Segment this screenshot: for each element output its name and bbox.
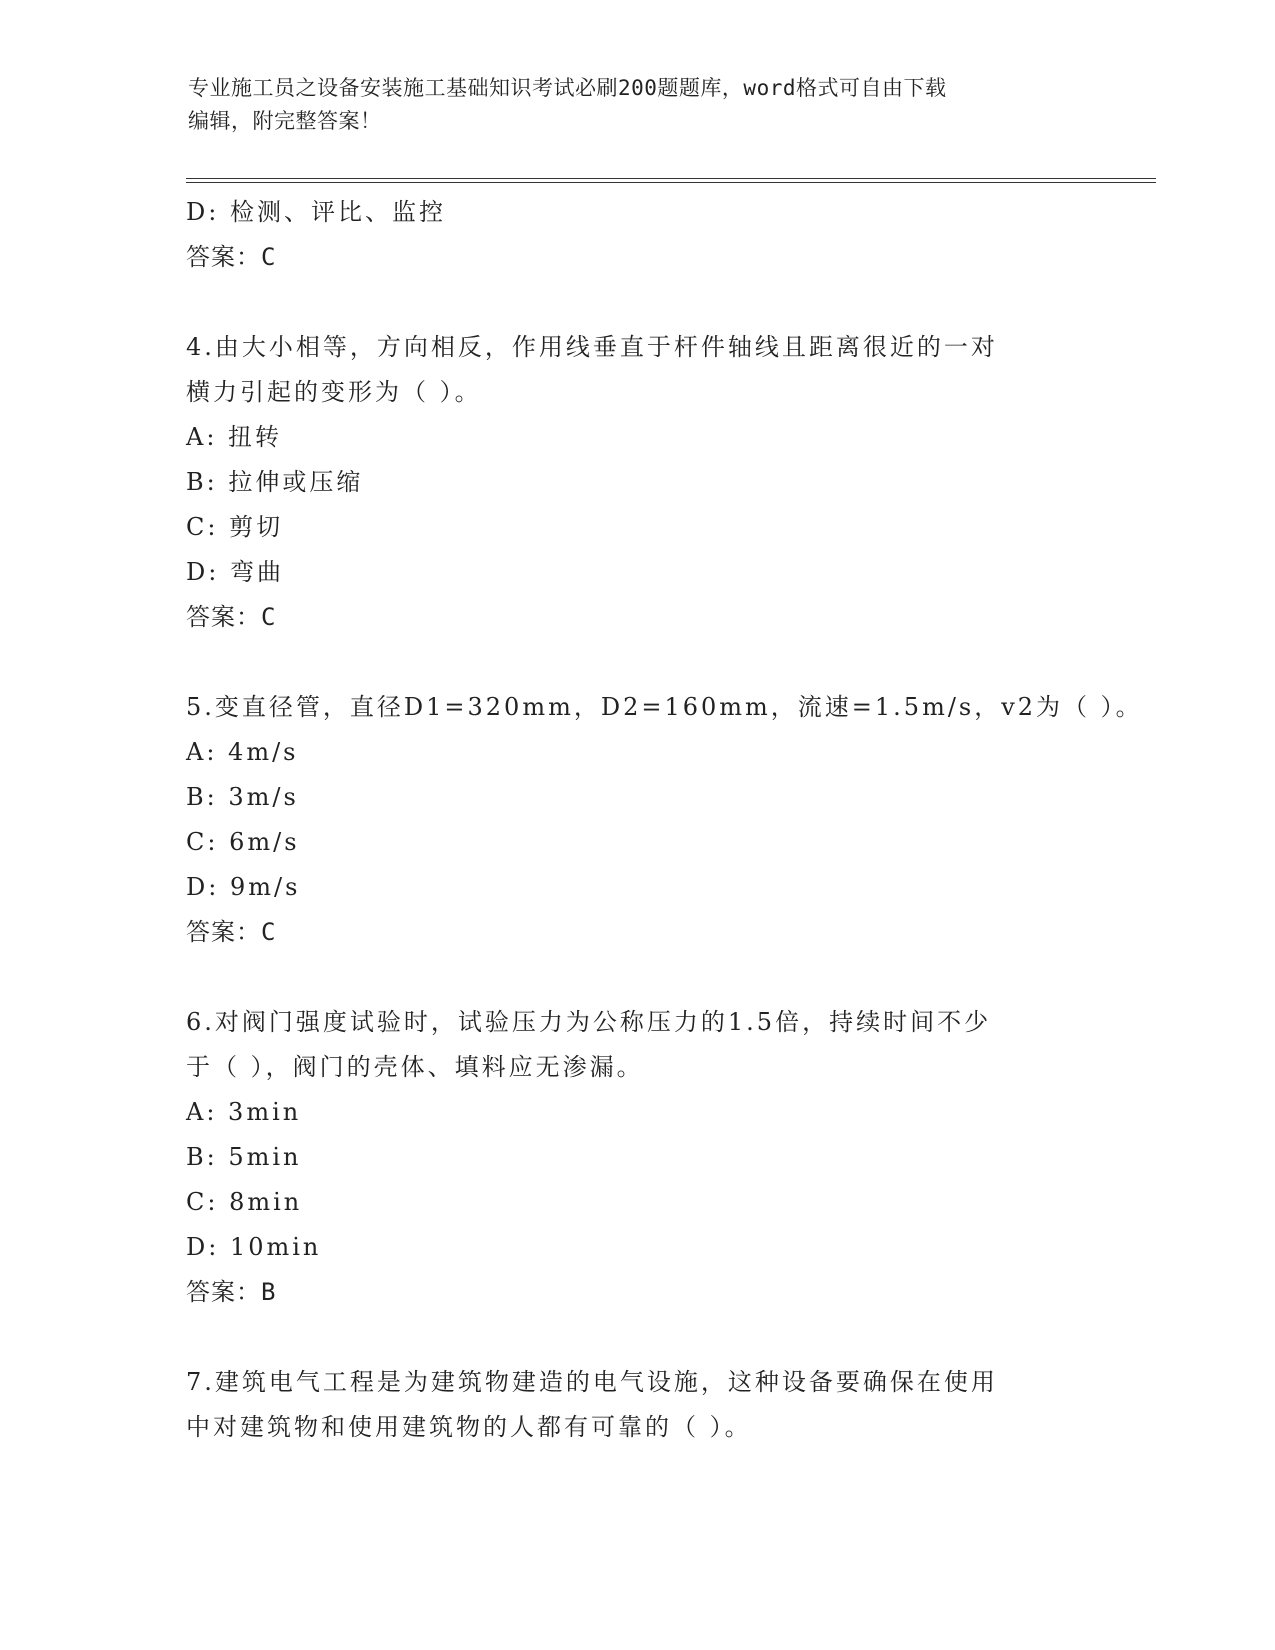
answer-value: C <box>261 918 277 946</box>
question-block <box>186 325 1086 640</box>
option-b: B: 5min <box>186 1143 302 1171</box>
question-block <box>186 1360 1086 1450</box>
option-a: A: 扭转 <box>186 423 283 451</box>
question-block <box>186 685 1143 955</box>
question-list <box>186 190 1143 1450</box>
answer-label: 答案： <box>186 918 261 946</box>
option-d: D: 9m/s <box>186 873 301 901</box>
answer-label: 答案： <box>186 243 261 271</box>
option-a: A: 4m/s <box>186 738 299 766</box>
question-stem: 中对建筑物和使用建筑物的人都有可靠的（ ）。 <box>186 1413 752 1441</box>
question-stem: 横力引起的变形为（ ）。 <box>186 378 482 406</box>
header-line-2: 编辑，附完整答案！ <box>188 109 382 133</box>
header-divider <box>186 178 1156 183</box>
option-d: D: 检测、评比、监控 <box>186 198 446 226</box>
question-stem: 7.建筑电气工程是为建筑物建造的电气设施，这种设备要确保在使用 <box>186 1368 998 1396</box>
question-stem: 5.变直径管，直径D1=320mm，D2=160mm，流速=1.5m/s，v2为（ ）。 <box>186 693 1143 721</box>
question-stem: 于（ ），阀门的壳体、填料应无渗漏。 <box>186 1053 644 1081</box>
header-line-1: 专业施工员之设备安装施工基础知识考试必刷200题题库，word格式可自由下载 <box>188 76 947 100</box>
question-block <box>186 1000 1086 1315</box>
answer-line <box>186 1270 1086 1315</box>
option-d: D: 10min <box>186 1233 322 1261</box>
option-d: D: 弯曲 <box>186 558 284 586</box>
answer-line <box>186 595 1086 640</box>
answer-value: C <box>261 603 277 631</box>
document-header <box>188 72 1088 138</box>
option-b: B: 3m/s <box>186 783 299 811</box>
option-c: C: 6m/s <box>186 828 300 856</box>
option-c: C: 剪切 <box>186 513 284 541</box>
answer-label: 答案： <box>186 603 261 631</box>
answer-line <box>186 910 1086 955</box>
answer-value: B <box>261 1278 277 1306</box>
question-stem: 4.由大小相等，方向相反，作用线垂直于杆件轴线且距离很近的一对 <box>186 333 998 361</box>
option-b: B: 拉伸或压缩 <box>186 468 364 496</box>
option-c: C: 8min <box>186 1188 303 1216</box>
answer-line <box>186 235 1086 280</box>
option-a: A: 3min <box>186 1098 302 1126</box>
answer-label: 答案： <box>186 1278 261 1306</box>
answer-value: C <box>261 243 277 271</box>
question-stem: 6.对阀门强度试验时，试验压力为公称压力的1.5倍，持续时间不少 <box>186 1008 992 1036</box>
